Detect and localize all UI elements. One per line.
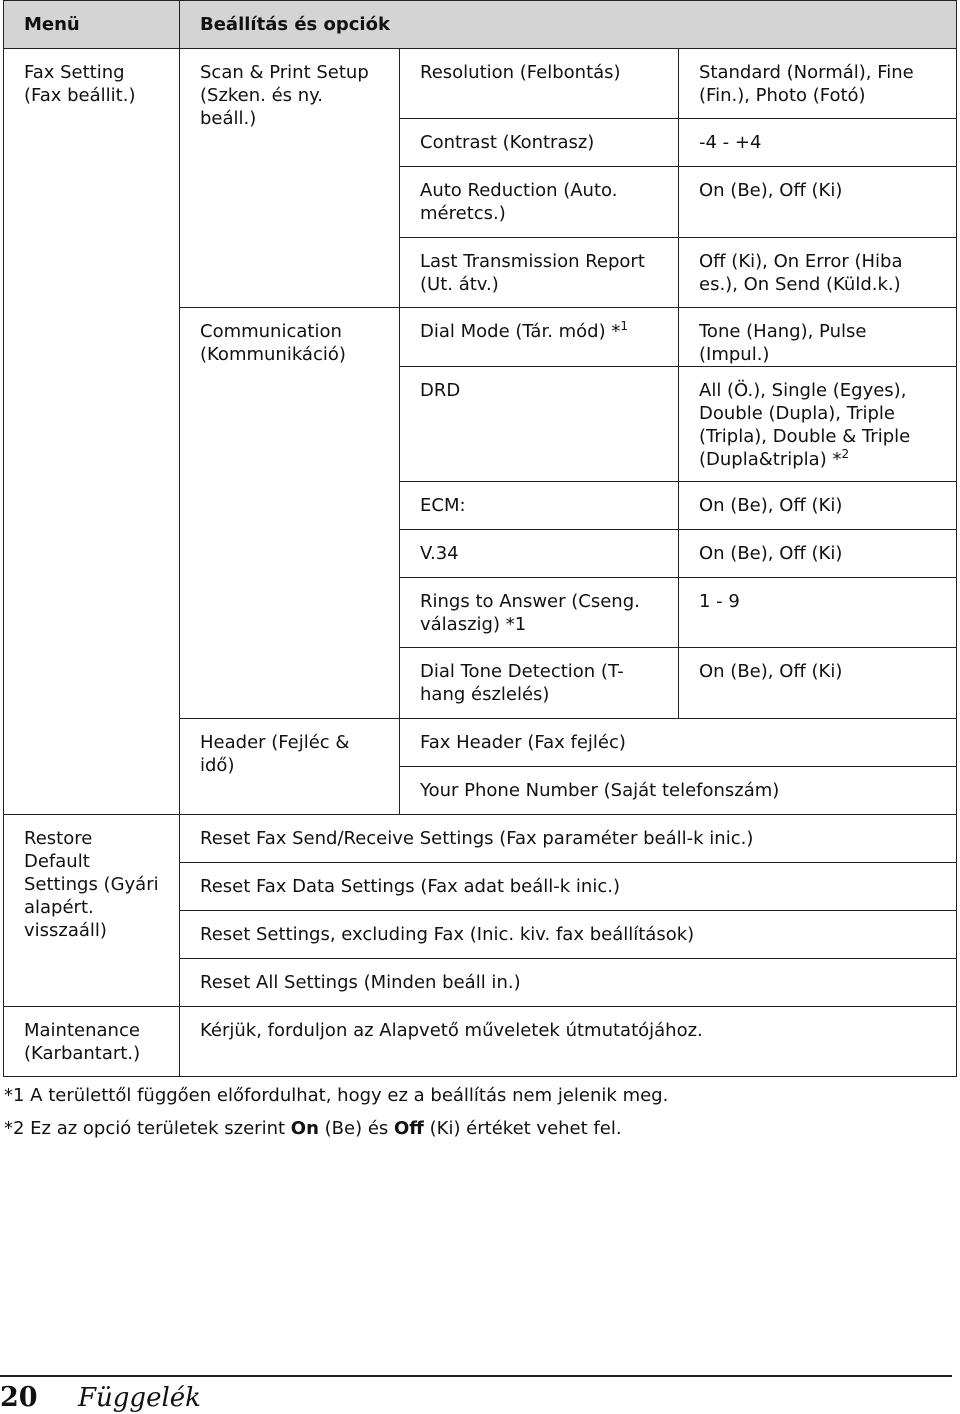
value-last-transmission-report: Off (Ki), On Error (Hiba es.), On Send (Küld.k.) — [679, 238, 957, 308]
setting-rings-to-answer: Rings to Answer (Cseng. válaszig) *1 — [400, 578, 679, 648]
footnote-1: *1 A területtől függően előfordulhat, hogy ez a beállítás nem jelenik meg. — [4, 1085, 669, 1106]
footer-rule — [0, 1375, 952, 1377]
header-menu: Menü — [4, 1, 180, 49]
setting-ecm: ECM: — [400, 482, 679, 530]
section-title: Függelék — [78, 1383, 201, 1413]
value-dial-tone-detection: On (Be), Off (Ki) — [679, 648, 957, 719]
value-drd: All (Ö.), Single (Egyes), Double (Dupla), Triple (Tripla), Double & Triple (Dupla&tripla) *$^2$ — [679, 367, 957, 482]
value-resolution: Standard (Normál), Fine (Fin.), Photo (Fotó) — [679, 49, 957, 119]
value-contrast: -4 - +4 — [679, 119, 957, 167]
value-rings-to-answer: 1 - 9 — [679, 578, 957, 648]
header-settings: Beállítás és opciók — [180, 1, 957, 49]
setting-contrast: Contrast (Kontrasz) — [400, 119, 679, 167]
setting-v34: V.34 — [400, 530, 679, 578]
page-number: 20 — [0, 1382, 38, 1413]
value-ecm: On (Be), Off (Ki) — [679, 482, 957, 530]
submenu-header: Header (Fejléc & idő) — [180, 719, 400, 815]
setting-drd: DRD — [400, 367, 679, 482]
menu-fax-setting: Fax Setting (Fax beállit.) — [4, 49, 180, 815]
footnote-2: *2 Ez az opció területek szerint On (Be) és Off (Ki) értéket vehet fel. — [4, 1118, 622, 1139]
value-auto-reduction: On (Be), Off (Ki) — [679, 167, 957, 238]
setting-last-transmission-report: Last Transmission Report (Ut. átv.) — [400, 238, 679, 308]
value-v34: On (Be), Off (Ki) — [679, 530, 957, 578]
submenu-communication: Communication (Kommunikáció) — [180, 308, 400, 719]
setting-reset-all: Reset All Settings (Minden beáll in.) — [180, 959, 957, 1007]
setting-dial-mode: Dial Mode (Tár. mód) *$^1$ — [400, 308, 679, 367]
value-maintenance: Kérjük, forduljon az Alapvető műveletek útmutatójához. — [180, 1007, 957, 1077]
setting-dial-tone-detection: Dial Tone Detection (T-hang észlelés) — [400, 648, 679, 719]
setting-auto-reduction: Auto Reduction (Auto. méretcs.) — [400, 167, 679, 238]
settings-table — [3, 0, 957, 1077]
setting-your-phone-number: Your Phone Number (Saját telefonszám) — [400, 767, 957, 815]
setting-reset-fax-data: Reset Fax Data Settings (Fax adat beáll-k inic.) — [180, 863, 957, 911]
setting-reset-send-receive: Reset Fax Send/Receive Settings (Fax paraméter beáll-k inic.) — [180, 815, 957, 863]
setting-reset-excluding-fax: Reset Settings, excluding Fax (Inic. kiv. fax beállítások) — [180, 911, 957, 959]
value-dial-mode: Tone (Hang), Pulse (Impul.) — [679, 308, 957, 367]
setting-fax-header: Fax Header (Fax fejléc) — [400, 719, 957, 767]
menu-restore-default: Restore Default Settings (Gyári alapért. visszaáll) — [4, 815, 180, 1007]
menu-maintenance: Maintenance (Karbantart.) — [4, 1007, 180, 1077]
setting-resolution: Resolution (Felbontás) — [400, 49, 679, 119]
submenu-scan-print-setup: Scan & Print Setup (Szken. és ny. beáll.) — [180, 49, 400, 308]
